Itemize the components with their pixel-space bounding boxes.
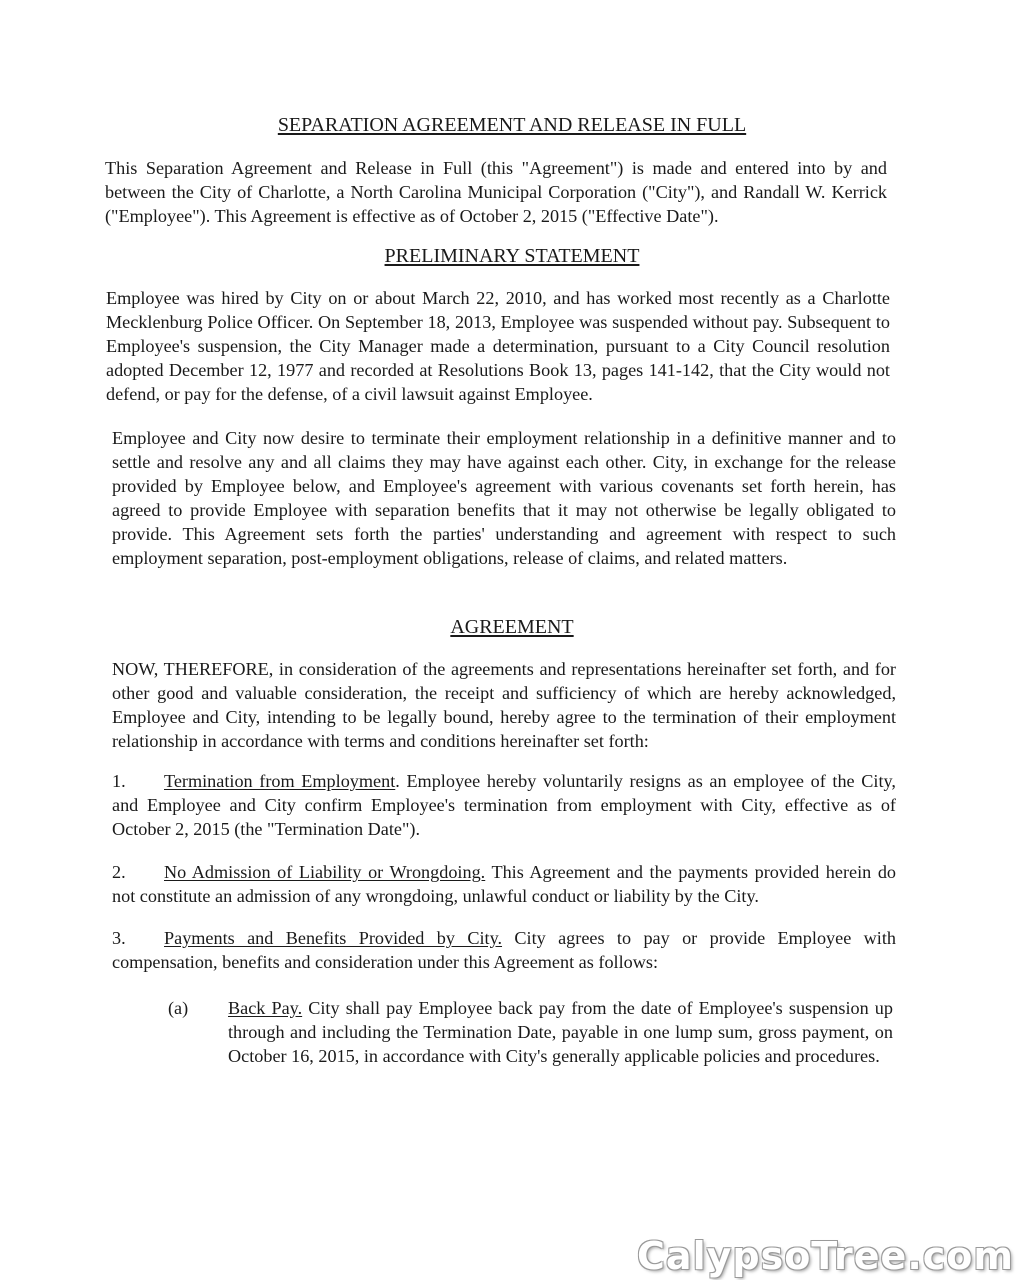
subsection-heading: Back Pay. (228, 998, 303, 1018)
agreement-heading: AGREEMENT (450, 616, 574, 638)
section-1 (112, 769, 896, 841)
section-heading: No Admission of Liability or Wrongdoing. (164, 862, 486, 882)
subsection-text: City shall pay Employee back pay from the date of Employee's suspension up through and including the Termination Date, payable in one lump sum, gross payment, on October 16, 2015, in accordance with City's generally applicable policies and procedures. (228, 998, 893, 1066)
document-title: SEPARATION AGREEMENT AND RELEASE IN FULL (277, 114, 747, 136)
section-text: This Agreement and the payments provided herein do not constitute an admission of any wrongdoing, unlawful conduct or liability by the City. (112, 862, 897, 906)
section-2 (112, 860, 896, 908)
section-number: 3. (112, 928, 126, 948)
agreement-intro-paragraph: NOW, THEREFORE, in consideration of the agreements and representations hereinafter set forth, and for other good and valuable consideration, the receipt and sufficiency of which are hereby acknowledged, Employee and City, intending to be legally bound, hereby agree to the termination of their employment relationship in accordance with terms and conditions hereinafter set forth: (112, 659, 896, 751)
section-heading: Payments and Benefits Provided by City. (164, 928, 503, 948)
preliminary-paragraph-2: Employee and City now desire to terminate their employment relationship in a definitive manner and to settle and resolve any and all claims they may have against each other. City, in exchange for the release provided by Employee below, and Employee's agreement with various covenants set forth herein, has agreed to provide Employee with separation benefits that it may not otherwise be legally obligated to provide. This Agreement sets forth the parties' understanding and agreement with respect to such employment separation, post-employment obligations, release of claims, and related matters. (112, 428, 896, 568)
section-heading: Termination from Employment (164, 771, 396, 791)
section-3 (112, 926, 896, 974)
preliminary-paragraph-1: Employee was hired by City on or about March 22, 2010, and has worked most recently as a Charlotte Mecklenburg Police Officer. On September 18, 2013, Employee was suspended without pay. Subsequent to Employee's suspension, the City Manager made a determination, pursuant to a City Council resolution adopted December 12, 1977 and recorded at Resolutions Book 13, pages 141-142, that the City would not defend, or pay for the defense, of a civil lawsuit against Employee. (106, 288, 890, 404)
section-text: City agrees to pay or provide Employee with compensation, benefits and consideration under this Agreement as follows: (112, 928, 896, 972)
watermark-logo: CalypsoTree.com (637, 1234, 1014, 1278)
intro-paragraph: This Separation Agreement and Release in Full (this "Agreement") is made and entered into by and between the City of Charlotte, a North Carolina Municipal Corporation ("City"), and Randall W. Kerrick ("Employee"). This Agreement is effective as of October 2, 2015 ("Effective Date"). (105, 158, 887, 226)
section-number: 2. (112, 862, 126, 882)
subsection-label: (a) (168, 998, 189, 1018)
section-number: 1. (112, 771, 126, 791)
preliminary-statement-heading: PRELIMINARY STATEMENT (384, 245, 640, 267)
section-text: . Employee hereby voluntarily resigns as an employee of the City, and Employee and City confirm Employee's termination from employment with City, effective as of October 2, 2015 (the "Termination Date"). (112, 771, 896, 839)
subsection-a (228, 996, 893, 1068)
